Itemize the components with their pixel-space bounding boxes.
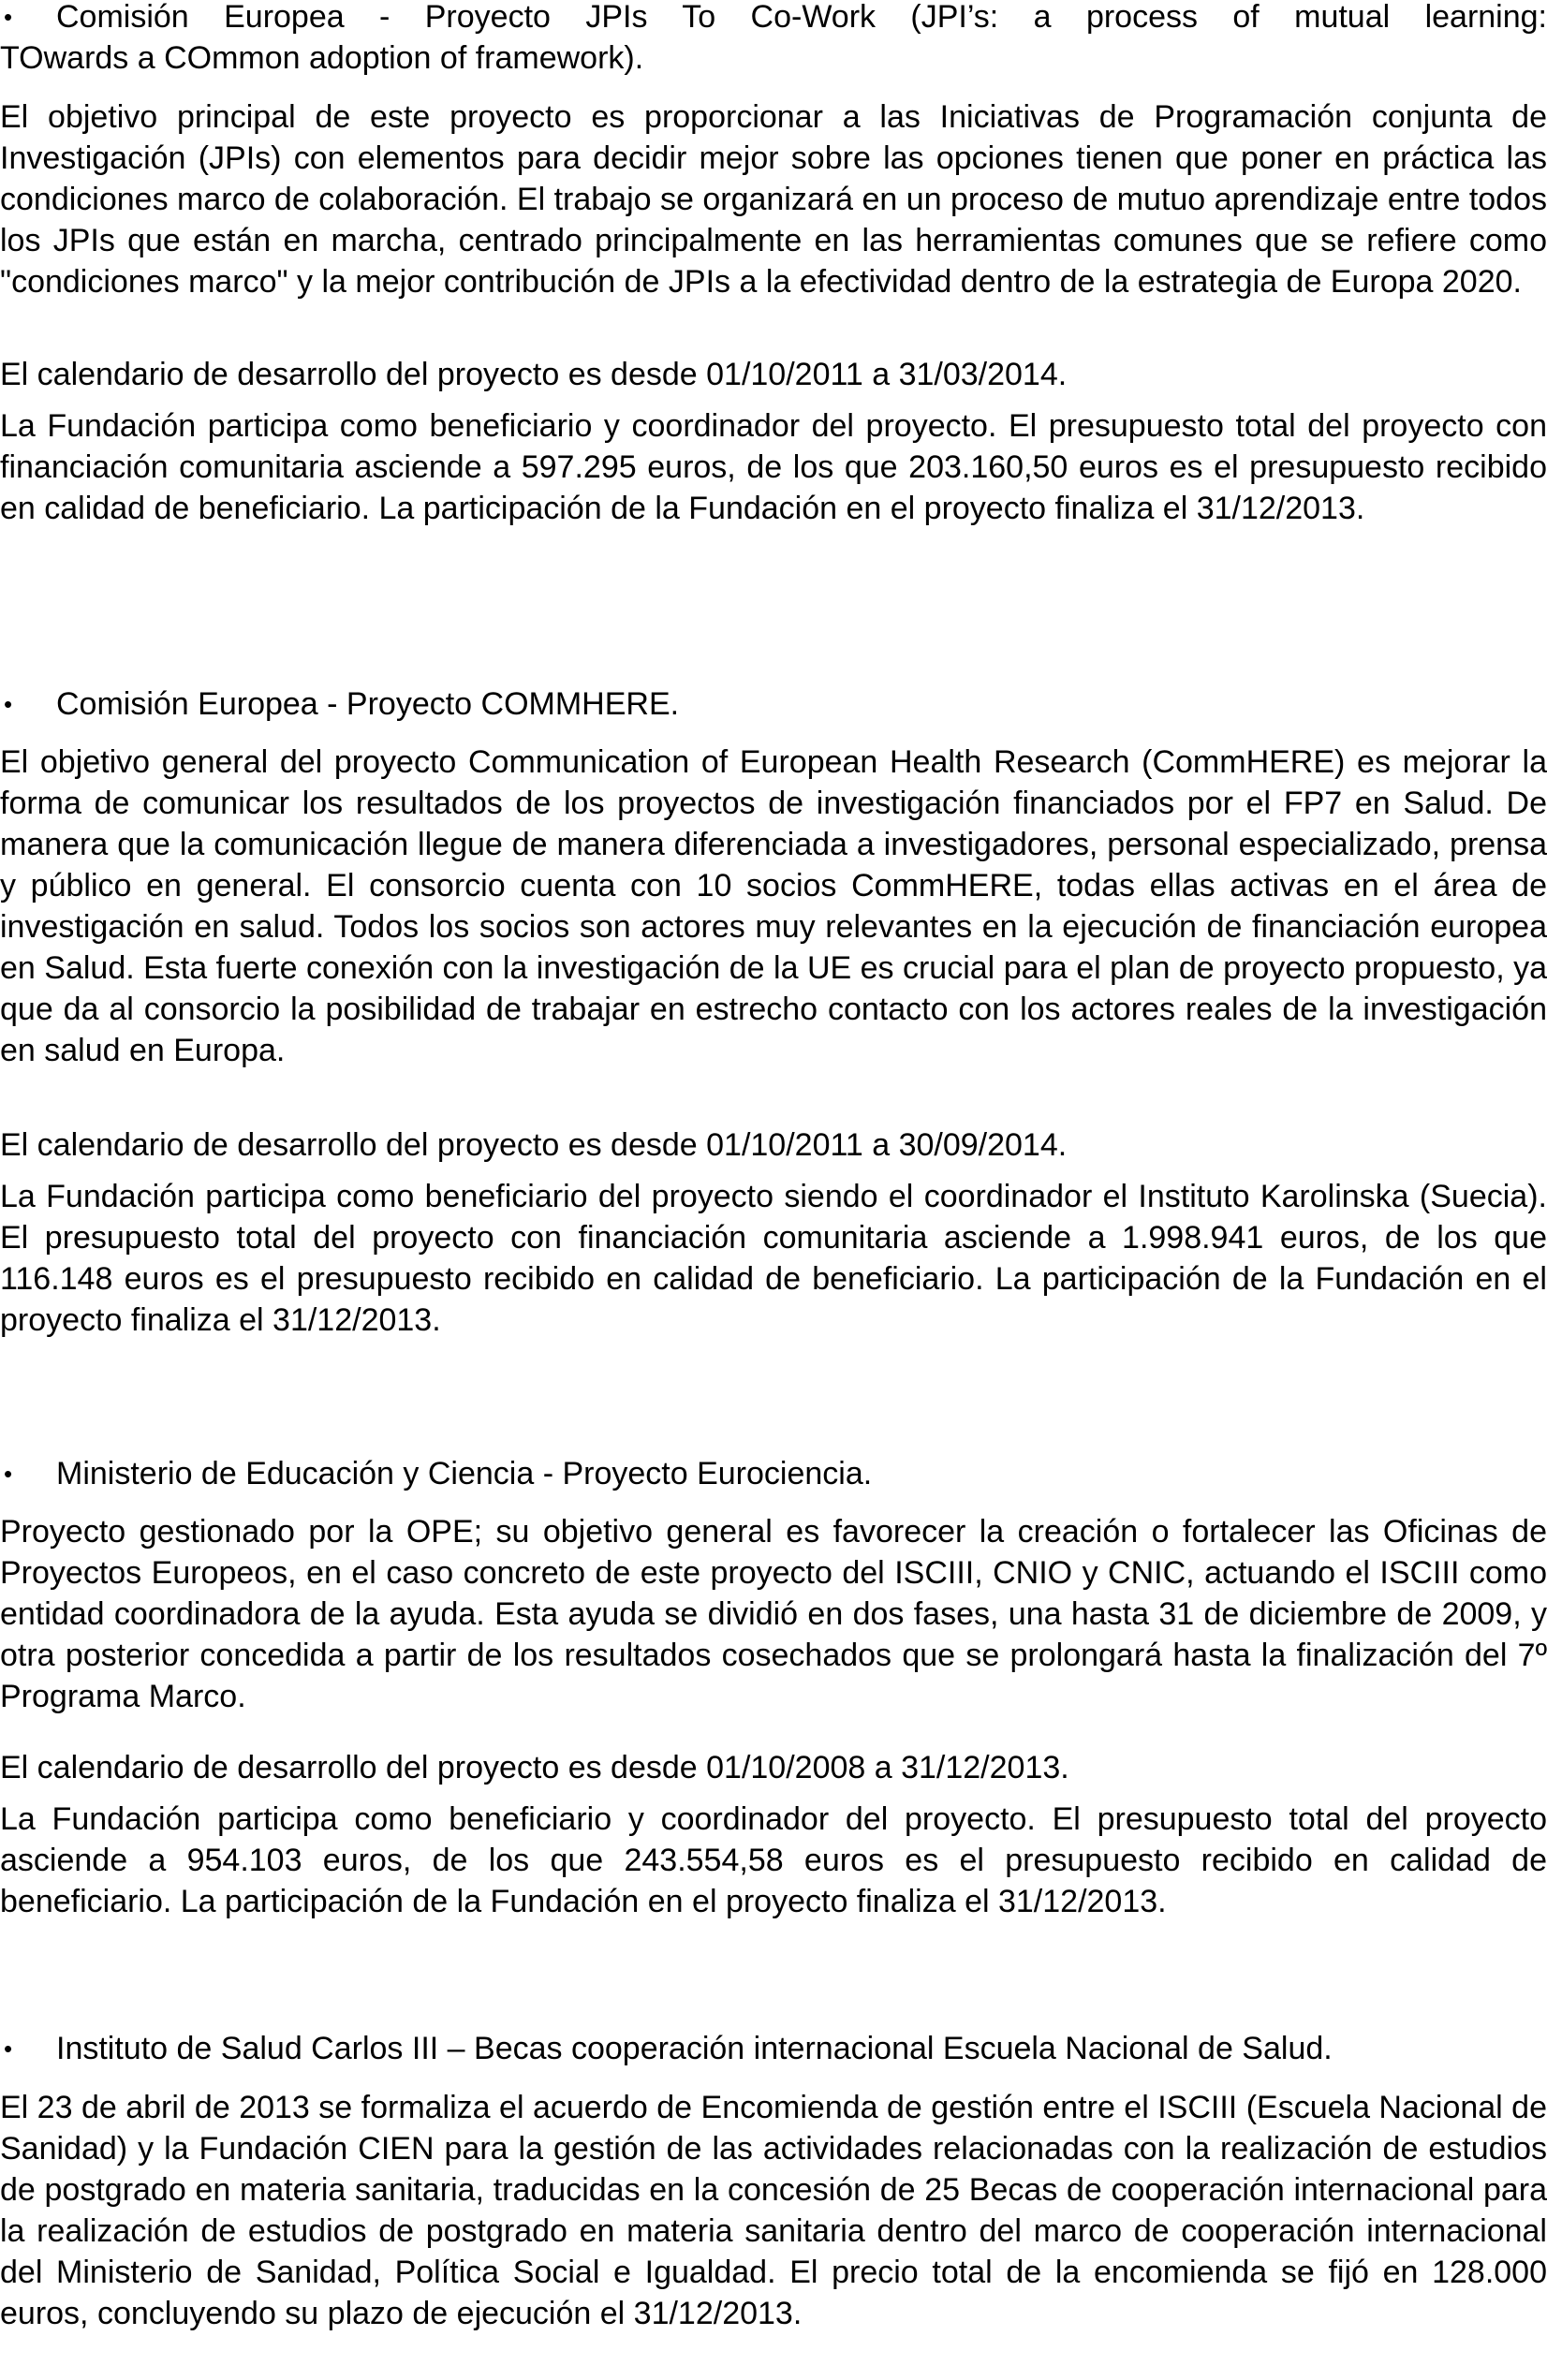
- paragraph: El calendario de desarrollo del proyecto es desde 01/10/2011 a 30/09/2014.: [0, 1127, 1068, 1163]
- paragraph: El calendario de desarrollo del proyecto es desde 01/10/2011 a 31/03/2014.: [0, 357, 1068, 392]
- bullet-icon: •: [4, 1460, 13, 1488]
- section-heading-text: Instituto de Salud Carlos III – Becas cooperación internacional Escuela Nacional de Salud.: [56, 2031, 1333, 2066]
- bullet-icon: •: [4, 690, 13, 718]
- paragraph: La Fundación participa como beneficiario y coordinador del proyecto. El presupuesto total del proyecto con financiación comunitaria asciende a 597.295 euros, de los que 203.160,50 euros es el presupuesto recibido en calidad de beneficiario. La participación de la Fundación en el proyecto finaliza el 31/12/2013.: [0, 408, 1547, 526]
- paragraph: La Fundación participa como beneficiario del proyecto siendo el coordinador el Instituto Karolinska (Suecia). El presupuesto total del proyecto con financiación comunitaria asciende a 1.998.941 euros, de los que 116.148 euros es el presupuesto recibido en calidad de beneficiario. La participación de la Fundación en el proyecto finaliza el 31/12/2013.: [0, 1179, 1547, 1338]
- paragraph: El objetivo general del proyecto Communication of European Health Research (CommHERE) es mejorar la forma de comunicar los resultados de los proyectos de investigación financiados por el FP7 en Salud. De manera que la comunicación llegue de manera diferenciada a investigadores, personal especializado, prensa y público en general. El consorcio cuenta con 10 socios CommHERE, todas ellas activas en el área de investigación en salud. Todos los socios son actores muy relevantes en la ejecución de financiación europea en Salud. Esta fuerte conexión con la investigación de la UE es crucial para el plan de proyecto propuesto, ya que da al consorcio la posibilidad de trabajar en estrecho contacto con los actores reales de la investigación en salud en Europa.: [0, 744, 1547, 1068]
- paragraph: El 23 de abril de 2013 se formaliza el acuerdo de Encomienda de gestión entre el ISCIII (Escuela Nacional de Sanidad) y la Fundación CIEN para la gestión de las actividades relacionadas con la realización de estudios de postgrado en materia sanitaria, traducidas en la concesión de 25 Becas de cooperación internacional para la realización de estudios de postgrado en materia sanitaria dentro del marco de cooperación internacional del Ministerio de Sanidad, Política Social e Igualdad. El precio total de la encomienda se fijó en 128.000 euros, concluyendo su plazo de ejecución el 31/12/2013.: [0, 2090, 1547, 2331]
- section-heading-text: Comisión Europea - Proyecto JPIs To Co-Work (JPI’s: a process of mutual learning:: [56, 0, 1547, 35]
- paragraph: El objetivo principal de este proyecto es proporcionar a las Iniciativas de Programación conjunta de Investigación (JPIs) con elementos para decidir mejor sobre las opciones tienen que poner en práctica las condiciones marco de colaboración. El trabajo se organizará en un proceso de mutuo aprendizaje entre todos los JPIs que están en marcha, centrado principalmente en las herramientas comunes que se refiere como "condiciones marco" y la mejor contribución de JPIs a la efectividad dentro de la estrategia de Europa 2020.: [0, 99, 1547, 300]
- paragraph: La Fundación participa como beneficiario y coordinador del proyecto. El presupuesto total del proyecto asciende a 954.103 euros, de los que 243.554,58 euros es el presupuesto recibido en calidad de beneficiario. La participación de la Fundación en el proyecto finaliza el 31/12/2013.: [0, 1801, 1547, 1919]
- bullet-icon: •: [4, 2035, 13, 2063]
- paragraph: El calendario de desarrollo del proyecto es desde 01/10/2008 a 31/12/2013.: [0, 1750, 1069, 1785]
- paragraph: Proyecto gestionado por la OPE; su objetivo general es favorecer la creación o fortalecer las Oficinas de Proyectos Europeos, en el caso concreto de este proyecto del ISCIII, CNIO y CNIC, actuando el ISCIII como entidad coordinadora de la ayuda. Esta ayuda se dividió en dos fases, una hasta 31 de diciembre de 2009, y otra posterior concedida a partir de los resultados cosechados que se prolongará hasta la finalización del 7º Programa Marco.: [0, 1514, 1547, 1714]
- bullet-icon: •: [4, 3, 13, 31]
- section-heading-text: Ministerio de Educación y Ciencia - Proyecto Eurociencia.: [56, 1456, 873, 1491]
- section-heading-continuation: TOwards a COmmon adoption of framework).: [0, 40, 644, 76]
- section-heading-text: Comisión Europea - Proyecto COMMHERE.: [56, 686, 680, 722]
